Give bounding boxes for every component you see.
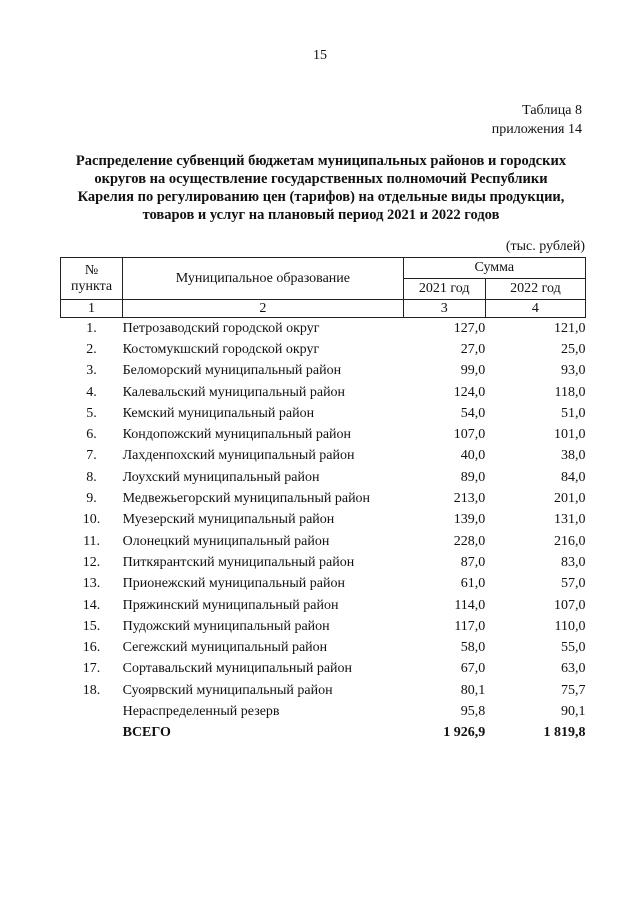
municipality-name: Кондопожский муниципальный район [122,427,352,443]
row-number: 6. [86,427,97,443]
amount-2021: 99,0 [460,363,486,379]
page-number: 15 [313,48,327,63]
row-number: 18. [82,682,101,698]
table-row [61,531,586,552]
row-number: 3. [86,363,97,379]
amount-2022: 75,7 [561,682,586,698]
table-row [61,339,586,360]
subventions-table [60,257,586,744]
municipality-name: Лоухский муниципальный район [122,469,320,485]
amount-2022: 90,1 [561,703,586,719]
row-number: 11. [83,533,101,549]
amount-2021: 139,0 [453,512,486,528]
unit-note: (тыс. рублей) [505,239,585,254]
amount-2021: 89,0 [460,469,486,485]
row-number: 13. [82,576,101,592]
amount-2022: 63,0 [561,661,586,677]
table-row [61,510,586,531]
row-number: 7. [86,448,97,464]
amount-2022: 121,0 [554,320,586,336]
amount-2022: 84,0 [561,469,586,485]
total-label: ВСЕГО [122,725,171,741]
table-row [61,488,586,509]
amount-2021: 107,0 [453,427,486,443]
row-number: 4. [86,384,97,400]
row-number: 12. [82,554,101,570]
table-header [61,258,586,318]
municipality-name: Лахденпохский муниципальный район [122,448,355,464]
row-number: 15. [82,618,101,634]
amount-2021: 114,0 [454,597,486,613]
table-row [61,595,586,616]
table-row [61,637,586,658]
table-row [61,574,586,595]
row-number: 16. [82,640,101,656]
amount-2021: 80,1 [460,682,486,698]
amount-2022: 38,0 [561,448,586,464]
column-index-row [61,300,586,318]
amount-2022: 55,0 [561,640,586,656]
table-row [61,318,586,340]
row-number: 1. [86,320,97,336]
row-number: 17. [82,661,101,677]
municipality-name: Калевальский муниципальный район [122,384,346,400]
amount-2022: 118,0 [554,384,586,400]
amount-2021: 67,0 [460,661,486,677]
amount-2022: 216,0 [554,533,586,549]
municipality-name: Медвежьегорский муниципальный район [122,491,371,507]
municipality-name: Питкярантский муниципальный район [122,554,355,570]
table-ref-line1: Таблица 8 [522,103,582,118]
municipality-name: Суоярвский муниципальный район [122,682,333,698]
column-index-cell: 3 [403,300,485,318]
amount-2021: 54,0 [460,405,486,421]
row-number: 8. [86,469,97,485]
municipality-name: Прионежский муниципальный район [122,576,345,592]
row-number: 10. [82,512,101,528]
amount-2022: 131,0 [554,512,586,528]
amount-2021: 127,0 [453,320,486,336]
header-num-line2: пункта [71,278,113,294]
row-number [61,701,123,722]
table-row [61,446,586,467]
amount-2021: 117,0 [454,618,486,634]
table-row [61,659,586,680]
row-number: 14. [82,597,101,613]
header-sum: Сумма [403,258,585,279]
table-row [61,552,586,573]
table-ref-line2: приложения 14 [491,122,582,137]
table-row [61,382,586,403]
table-reference [492,101,582,139]
table-row [61,701,586,722]
municipality-name: Сортавальский муниципальный район [122,661,353,677]
column-index-cell: 2 [123,300,404,318]
row-number: 2. [86,341,97,357]
amount-2022: 101,0 [554,427,586,443]
table-row [61,403,586,424]
amount-2022: 201,0 [554,491,586,507]
municipality-name: Нераспределенный резерв [122,703,280,719]
amount-2021: 124,0 [453,384,486,400]
municipality-name: Костомукшский городской округ [122,341,320,357]
row-number: 9. [86,491,97,507]
municipality-name: Кемский муниципальный район [122,405,315,421]
total-empty-cell [61,723,123,744]
title-line2: округов на осуществление государственных полномочий Республики [94,171,548,187]
table-body [61,318,586,744]
amount-2021: 58,0 [460,640,486,656]
amount-2021: 95,8 [460,703,486,719]
municipality-name: Олонецкий муниципальный район [122,533,330,549]
title-line4: товаров и услуг на плановый период 2021 и 2022 годов [142,207,500,223]
amount-2021: 87,0 [460,554,486,570]
municipality-name: Пряжинский муниципальный район [122,597,339,613]
amount-2021: 61,0 [460,576,486,592]
title-line3: Карелия по регулированию цен (тарифов) на отдельные виды продукции, [77,189,565,205]
table-row [61,424,586,445]
amount-2022: 51,0 [561,405,586,421]
column-index-cell: 1 [61,300,123,318]
document-title [60,152,582,224]
amount-2022: 57,0 [561,576,586,592]
total-row [61,723,586,744]
table-row [61,467,586,488]
table-row [61,680,586,701]
row-number: 5. [86,405,97,421]
amount-2021: 27,0 [460,341,486,357]
total-2021: 1 926,9 [443,725,486,741]
header-year-2022: 2022 год [485,279,585,300]
municipality-name: Муезерский муниципальный район [122,512,335,528]
amount-2022: 110,0 [554,618,586,634]
header-item-number [61,258,123,300]
header-year-2021: 2021 год [403,279,485,300]
title-line1: Распределение субвенций бюджетам муниципальных районов и городских [75,153,567,169]
municipality-name: Сегежский муниципальный район [122,640,328,656]
amount-2022: 93,0 [561,363,586,379]
amount-2022: 107,0 [554,597,586,613]
municipality-name: Беломорский муниципальный район [122,363,342,379]
table-row [61,361,586,382]
header-num-line1: № [84,262,99,278]
amount-2022: 83,0 [561,554,586,570]
municipality-name: Пудожский муниципальный район [122,618,330,634]
amount-2021: 213,0 [453,491,486,507]
amount-2021: 40,0 [460,448,486,464]
column-index-cell: 4 [485,300,585,318]
municipality-name: Петрозаводский городской округ [122,320,320,336]
amount-2022: 25,0 [561,341,586,357]
header-municipality: Муниципальное образование [123,258,404,300]
amount-2021: 228,0 [453,533,486,549]
table-row [61,616,586,637]
total-2022: 1 819,8 [543,725,586,741]
